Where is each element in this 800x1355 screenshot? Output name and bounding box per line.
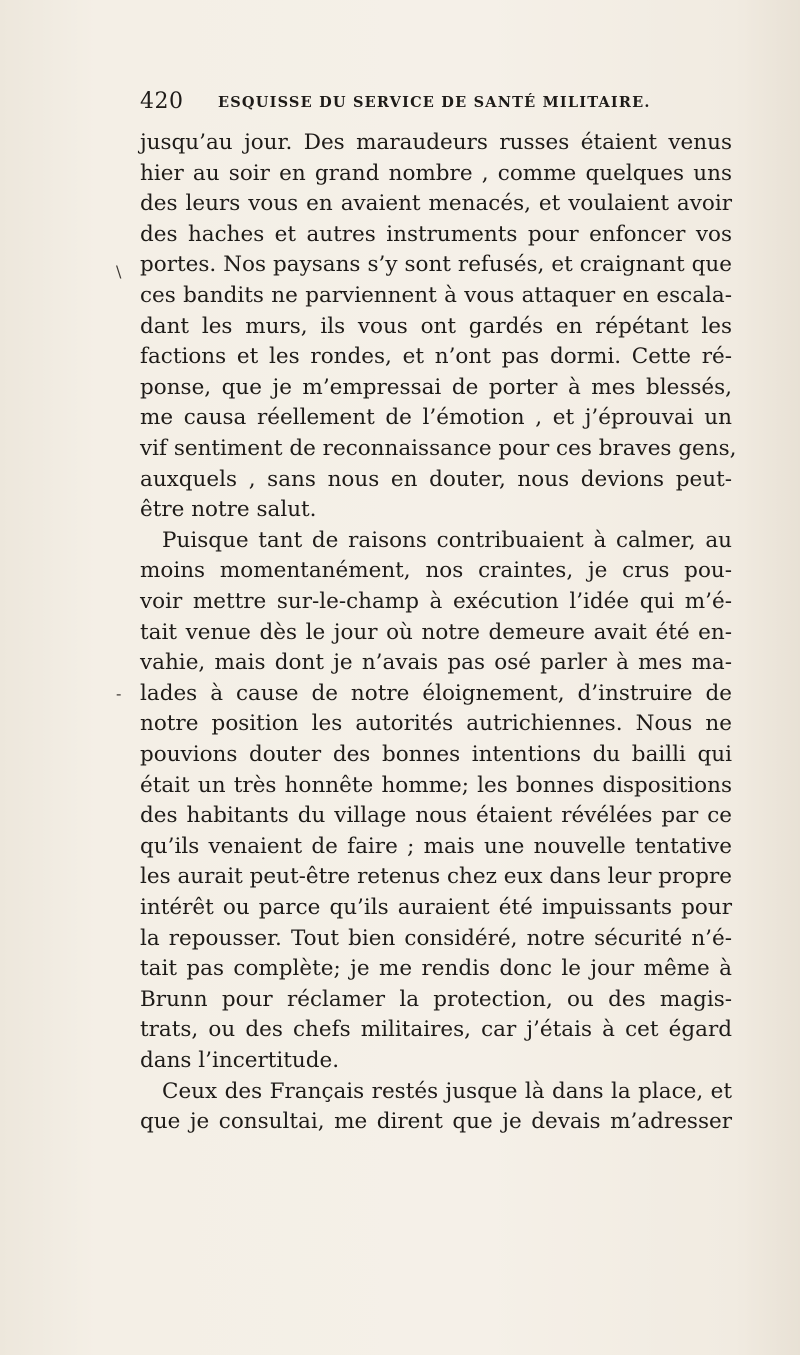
text-line: la repousser. Tout bien considéré, notre sécurité n’é- bbox=[140, 925, 732, 951]
text-line: que je consultai, me dirent que je devais m’adresser bbox=[140, 1109, 732, 1135]
text-line: hier au soir en grand nombre , comme quelques uns bbox=[140, 160, 732, 186]
body-text bbox=[0, 124, 800, 1135]
page-header bbox=[140, 88, 680, 116]
text-line: dant les murs, ils vous ont gardés en répétant les bbox=[140, 313, 732, 339]
text-line: tait venue dès le jour où notre demeure avait été en- bbox=[140, 619, 732, 645]
text-line: factions et les rondes, et n’ont pas dormi. Cette ré- bbox=[140, 344, 732, 370]
text-line: auxquels , sans nous en douter, nous devions peut- bbox=[140, 466, 732, 492]
text-line: des haches et autres instruments pour enfoncer vos bbox=[140, 221, 732, 247]
text-line: ponse, que je m’empressai de porter à mes blessés, bbox=[140, 374, 732, 400]
text-line: être notre salut. bbox=[140, 497, 317, 523]
text-line: était un très honnête homme; les bonnes dispositions bbox=[140, 772, 732, 798]
text-line: portes. Nos paysans s’y sont refusés, et craignant que bbox=[140, 252, 732, 278]
text-line: des leurs vous en avaient menacés, et voulaient avoir bbox=[140, 191, 732, 217]
text-line: des habitants du village nous étaient révélées par ce bbox=[140, 803, 732, 829]
margin-mark-backslash: \ bbox=[116, 262, 122, 281]
text-line: me causa réellement de l’émotion , et j’éprouvai un bbox=[140, 405, 732, 431]
text-line: Puisque tant de raisons contribuaient à calmer, au bbox=[162, 527, 732, 553]
text-line: vif sentiment de reconnaissance pour ces braves gens, bbox=[140, 436, 737, 461]
text-line: les aurait peut-être retenus chez eux dans leur propre bbox=[140, 864, 732, 890]
text-line: intérêt ou parce qu’ils auraient été impuissants pour bbox=[140, 895, 732, 920]
text-line: notre position les autorités autrichiennes. Nous ne bbox=[140, 711, 732, 737]
text-line: moins momentanément, nos craintes, je crus pou- bbox=[140, 558, 732, 584]
text-line: dans l’incertitude. bbox=[140, 1048, 340, 1073]
text-line: qu’ils venaient de faire ; mais une nouvelle tentative bbox=[140, 833, 732, 859]
text-line: voir mettre sur-le-champ à exécution l’idée qui m’é- bbox=[140, 589, 732, 614]
text-line: Brunn pour réclamer la protection, ou des magis- bbox=[140, 986, 732, 1012]
text-line: lades à cause de notre éloignement, d’instruire de bbox=[140, 680, 732, 706]
text-line: pouvions douter des bonnes intentions du bailli qui bbox=[140, 742, 732, 767]
margin-mark-dash: - bbox=[116, 684, 122, 703]
running-title: ESQUISSE DU SERVICE DE SANTÉ MILITAIRE. bbox=[218, 94, 651, 111]
text-line: Ceux des Français restés jusque là dans la place, et bbox=[162, 1078, 732, 1104]
text-line: tait pas complète; je me rendis donc le jour même à bbox=[140, 956, 732, 982]
text-line: trats, ou des chefs militaires, car j’étais à cet égard bbox=[140, 1017, 732, 1043]
text-line: ces bandits ne parviennent à vous attaquer en escala- bbox=[140, 283, 732, 308]
text-line: vahie, mais dont je n’avais pas osé parler à mes ma- bbox=[140, 650, 732, 676]
text-line: jusqu’au jour. Des maraudeurs russes étaient venus bbox=[140, 130, 732, 155]
page-number: 420 bbox=[140, 89, 184, 114]
